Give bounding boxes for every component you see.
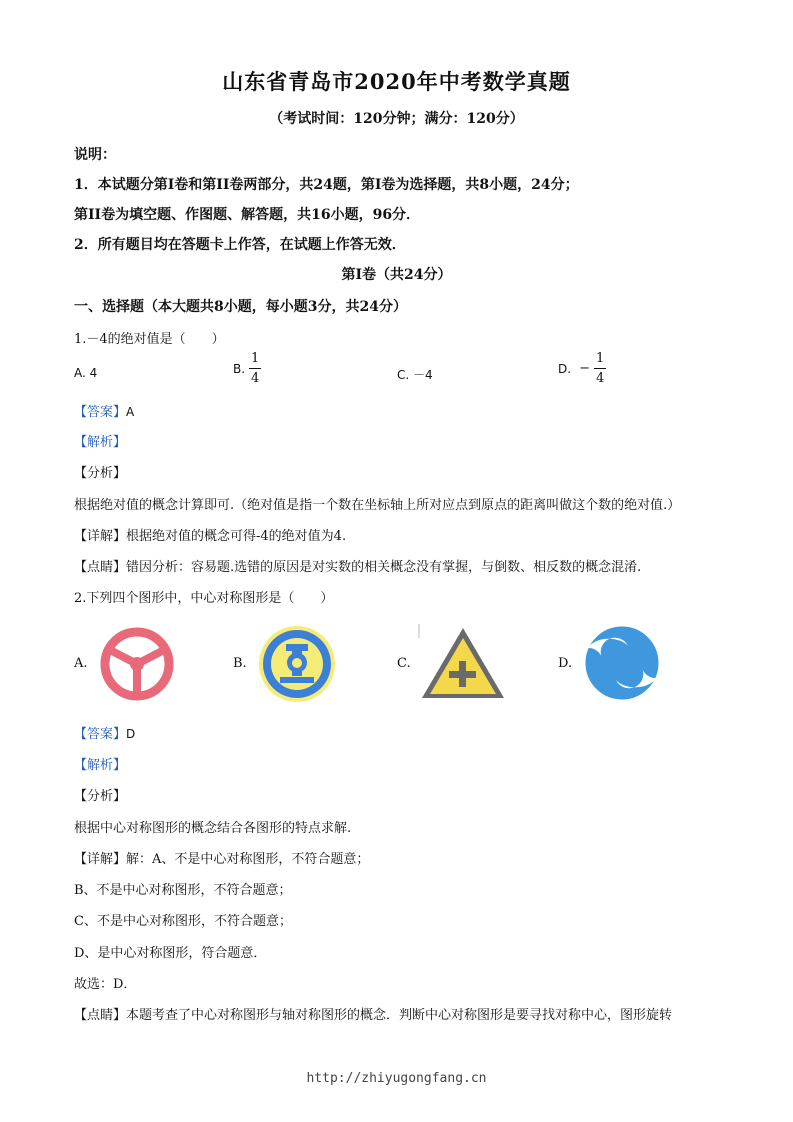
q2-answer bbox=[74, 723, 135, 742]
q2-analysis-tag: 【解析】 bbox=[74, 758, 127, 773]
q1-option-d-fraction bbox=[594, 352, 606, 385]
minus-sign: − bbox=[579, 361, 590, 376]
fraction-denominator: 4 bbox=[251, 371, 260, 386]
steering-wheel-icon bbox=[98, 626, 176, 702]
detail-text: 解：A、不是中心对称图形，不符合题意； bbox=[126, 852, 370, 867]
q1-fenxi-text: 根据绝对值的概念计算即可.（绝对值是指一个数在坐标轴上所对应点到原点的距离叫做这个数的绝对值.） bbox=[74, 498, 681, 513]
q1-option-d-label: D. bbox=[558, 361, 572, 376]
q2-comment bbox=[74, 1004, 672, 1023]
double-swirl-icon bbox=[582, 624, 662, 702]
q2-option-b-label: B. bbox=[233, 656, 247, 671]
page-title: 山东省青岛市2020年中考数学真题 bbox=[222, 69, 571, 94]
detail-tag: 【详解】 bbox=[74, 852, 127, 867]
q2-option-c-label: C. bbox=[397, 656, 411, 671]
q2-option-a-label: A. bbox=[74, 656, 88, 671]
q2-fenxi-tag: 【分析】 bbox=[74, 789, 127, 804]
q2-stem: 2.下列四个图形中，中心对称图形是（ ） bbox=[74, 591, 334, 606]
answer-tag: 【答案】 bbox=[74, 727, 127, 742]
comment-text: 错因分析：容易题.选错的原因是对实数的相关概念没有掌握，与倒数、相反数的概念混淆. bbox=[126, 560, 642, 575]
answer-tag: 【答案】 bbox=[74, 405, 127, 420]
q2-option-d-label: D. bbox=[558, 656, 573, 671]
q1-answer bbox=[74, 401, 134, 420]
q2-line-b: B、不是中心对称图形，不符合题意； bbox=[74, 883, 292, 898]
comment-tag: 【点睛】 bbox=[74, 560, 127, 575]
q2-conclusion: 故选：D． bbox=[74, 977, 137, 992]
q1-stem: 1.－4的绝对值是（ ） bbox=[74, 332, 225, 347]
detail-tag: 【详解】 bbox=[74, 529, 127, 544]
q1-option-d bbox=[558, 352, 606, 385]
comment-text: 本题考查了中心对称图形与轴对称图形的概念．判断中心对称图形是要寻找对称中心，图形旋转 bbox=[126, 1008, 673, 1023]
instructions-line-1: 1．本试题分第I卷和第II卷两部分，共24题，第I卷为选择题，共8小题，24分； bbox=[74, 177, 579, 193]
section-heading: 一、选择题（本大题共8小题，每小题3分，共24分） bbox=[74, 299, 407, 315]
q1-option-c: C. －4 bbox=[397, 368, 433, 382]
q2-line-d: D、是中心对称图形，符合题意． bbox=[74, 946, 267, 961]
q2-fenxi-text: 根据中心对称图形的概念结合各图形的特点求解. bbox=[74, 821, 352, 836]
footer-url: http://zhiyugongfang.cn bbox=[306, 1071, 487, 1086]
fraction-numerator: 1 bbox=[249, 352, 261, 369]
railway-logo-icon bbox=[256, 624, 338, 704]
q1-comment bbox=[74, 556, 641, 575]
instructions-line-2: 第II卷为填空题、作图题、解答题，共16小题，96分． bbox=[74, 207, 421, 223]
q1-fenxi-tag: 【分析】 bbox=[74, 466, 127, 481]
q1-detail bbox=[74, 525, 346, 544]
fraction-numerator: 1 bbox=[594, 352, 606, 369]
q1-option-b-label: B. bbox=[233, 361, 246, 376]
q1-analysis-tag: 【解析】 bbox=[74, 435, 127, 450]
q2-detail bbox=[74, 848, 369, 867]
detail-text: 根据绝对值的概念可得-4的绝对值为4. bbox=[126, 529, 347, 544]
q2-line-c: C、不是中心对称图形，不符合题意； bbox=[74, 914, 292, 929]
page-subtitle: （考试时间：120分钟；满分：120分） bbox=[269, 111, 524, 127]
volume-heading: 第I卷（共24分） bbox=[341, 267, 452, 283]
q1-option-a: A. 4 bbox=[74, 366, 98, 380]
answer-value: A bbox=[126, 405, 135, 419]
comment-tag: 【点睛】 bbox=[74, 1008, 127, 1023]
instructions-label: 说明： bbox=[74, 147, 116, 163]
fraction-denominator: 4 bbox=[595, 371, 605, 386]
q1-option-b-fraction bbox=[249, 352, 261, 385]
warning-triangle-plus-icon bbox=[418, 624, 508, 702]
q1-option-b bbox=[233, 352, 261, 385]
answer-value: D bbox=[126, 727, 136, 741]
instructions-line-3: 2．所有题目均在答题卡上作答，在试题上作答无效． bbox=[74, 237, 406, 253]
